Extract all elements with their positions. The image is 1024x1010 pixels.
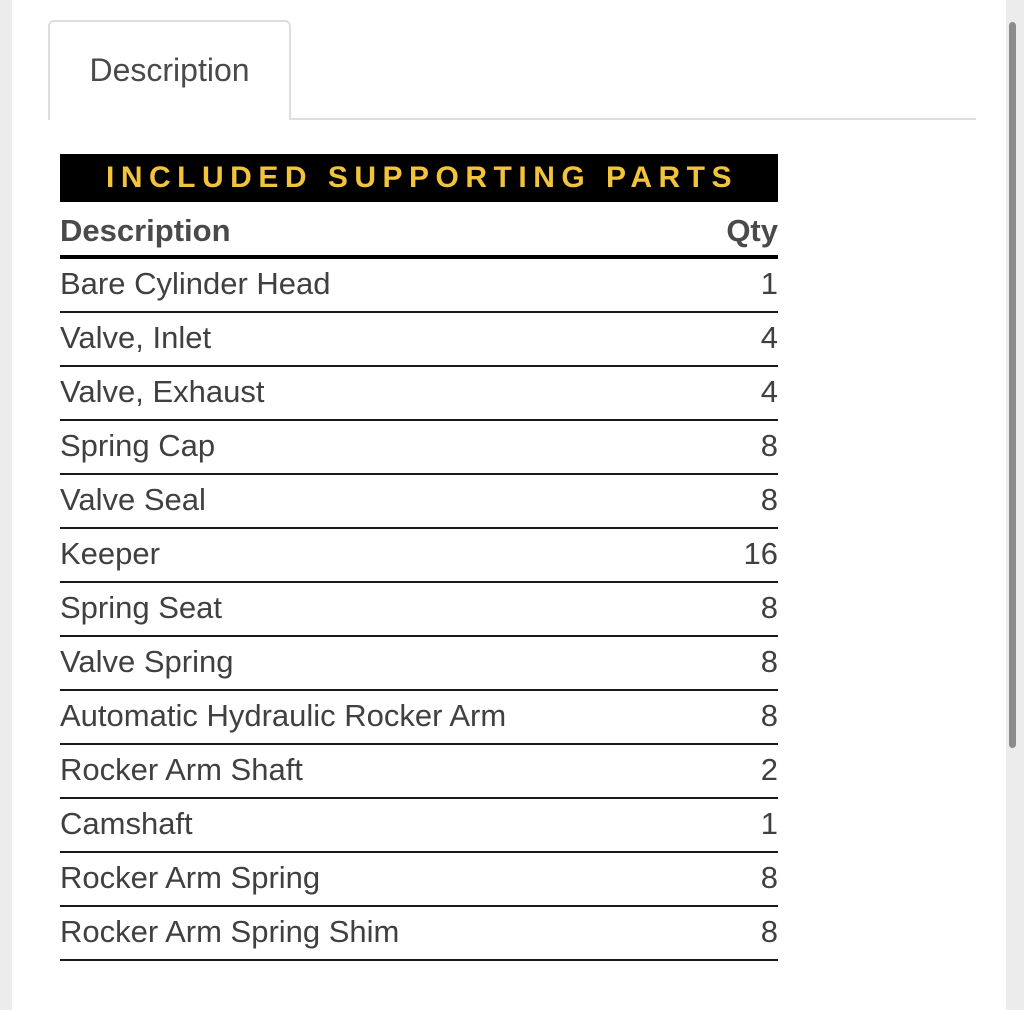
part-qty: 8 [680, 582, 778, 636]
table-header-row [60, 202, 778, 257]
parts-banner-title: INCLUDED SUPPORTING PARTS [60, 154, 778, 202]
table-row [60, 582, 778, 636]
part-description: Automatic Hydraulic Rocker Arm [60, 690, 680, 744]
part-qty: 2 [680, 744, 778, 798]
tab-description[interactable]: Description [48, 20, 291, 120]
part-qty: 8 [680, 690, 778, 744]
table-row [60, 366, 778, 420]
table-row [60, 420, 778, 474]
included-parts-section [60, 154, 778, 961]
part-description: Camshaft [60, 798, 680, 852]
part-qty: 1 [680, 257, 778, 312]
part-qty: 1 [680, 798, 778, 852]
part-qty: 8 [680, 420, 778, 474]
part-qty: 8 [680, 852, 778, 906]
table-row [60, 474, 778, 528]
table-row [60, 636, 778, 690]
table-row [60, 257, 778, 312]
part-description: Spring Seat [60, 582, 680, 636]
part-description: Bare Cylinder Head [60, 257, 680, 312]
part-qty: 16 [680, 528, 778, 582]
table-row [60, 528, 778, 582]
part-description: Valve Spring [60, 636, 680, 690]
part-description: Rocker Arm Spring [60, 852, 680, 906]
part-qty: 4 [680, 366, 778, 420]
product-page [12, 0, 1006, 1010]
part-description: Valve, Exhaust [60, 366, 680, 420]
parts-table [60, 202, 778, 961]
part-qty: 4 [680, 312, 778, 366]
part-description: Valve, Inlet [60, 312, 680, 366]
part-description: Rocker Arm Shaft [60, 744, 680, 798]
vertical-scrollbar[interactable] [1009, 22, 1016, 748]
table-row [60, 906, 778, 960]
table-row [60, 852, 778, 906]
table-row [60, 744, 778, 798]
column-header-qty: Qty [680, 202, 778, 257]
tab-bar [48, 20, 976, 120]
column-header-description: Description [60, 202, 680, 257]
part-qty: 8 [680, 474, 778, 528]
table-row [60, 798, 778, 852]
table-row [60, 312, 778, 366]
part-description: Valve Seal [60, 474, 680, 528]
part-qty: 8 [680, 906, 778, 960]
part-description: Rocker Arm Spring Shim [60, 906, 680, 960]
table-row [60, 690, 778, 744]
part-description: Keeper [60, 528, 680, 582]
part-qty: 8 [680, 636, 778, 690]
part-description: Spring Cap [60, 420, 680, 474]
